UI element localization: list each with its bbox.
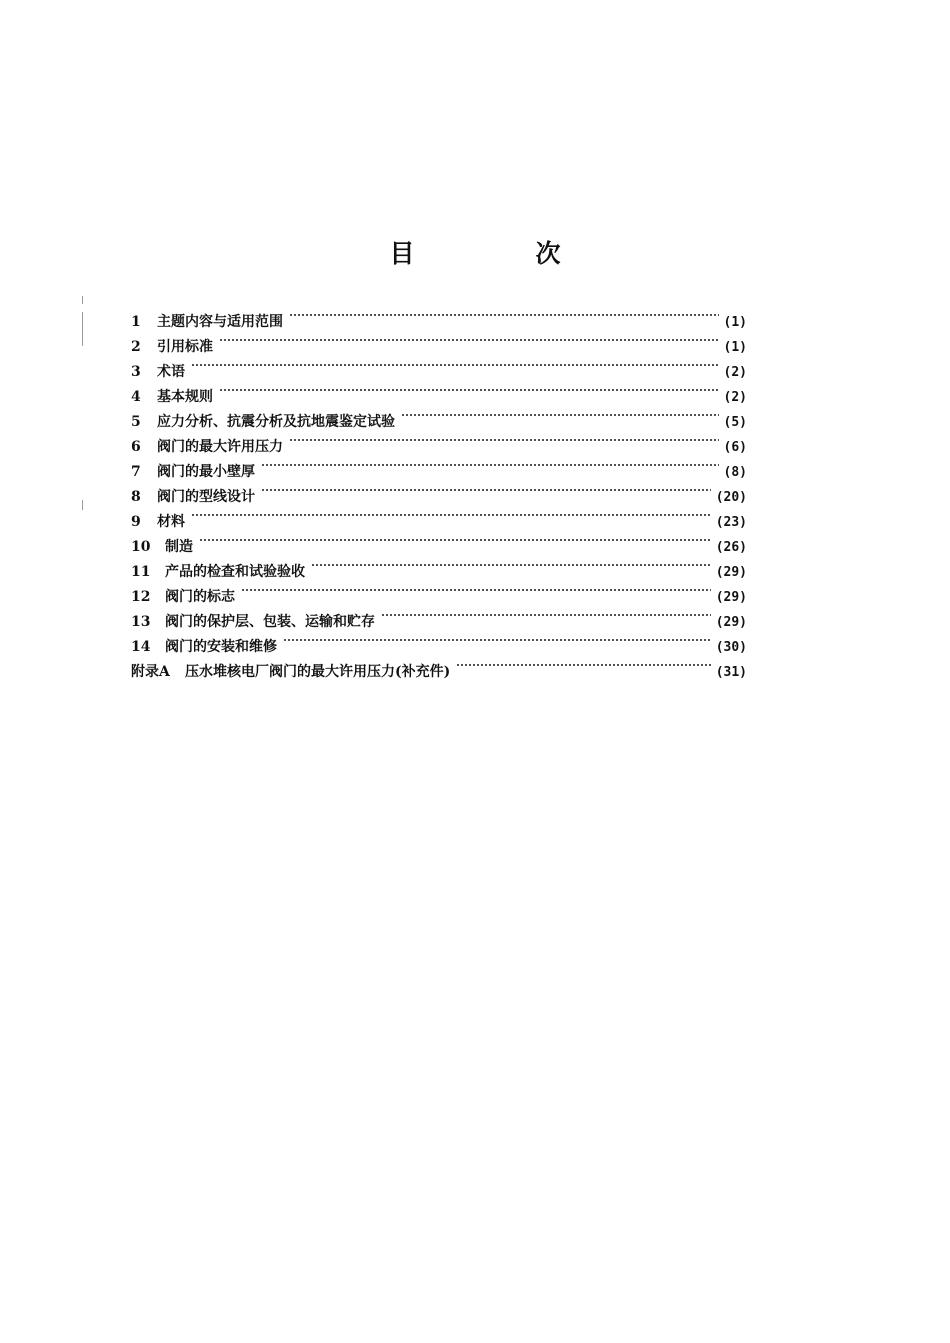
toc-entry-page: (6) <box>723 440 747 455</box>
toc-entry-10[interactable] <box>131 526 747 555</box>
toc-entry-number: 7 <box>131 464 141 480</box>
table-of-contents <box>131 301 747 680</box>
toc-entry-page: (1) <box>723 315 747 330</box>
toc-entry-title: 阀门的安装和维修 <box>165 639 277 655</box>
toc-entry-title: 产品的检查和试验验收 <box>165 564 305 580</box>
toc-entry-title: 引用标准 <box>157 339 213 355</box>
toc-leader-dots <box>261 451 719 476</box>
toc-entry-page: (29) <box>715 615 747 630</box>
page-title: 目 次 <box>389 239 609 268</box>
toc-leader-dots <box>261 476 711 501</box>
toc-entry-page: (29) <box>715 590 747 605</box>
toc-entry-page: (31) <box>715 665 747 680</box>
toc-entry-9[interactable] <box>131 501 747 530</box>
margin-mark <box>82 296 83 304</box>
toc-entry-3[interactable] <box>131 351 747 380</box>
toc-leader-dots <box>219 376 719 401</box>
toc-entry-page: (23) <box>715 515 747 530</box>
toc-entry-title: 制造 <box>165 539 193 555</box>
toc-leader-dots <box>199 526 711 551</box>
toc-leader-dots <box>401 401 719 426</box>
toc-entry-title: 阀门的最大许用压力 <box>157 439 283 455</box>
toc-entry-4[interactable] <box>131 376 747 405</box>
toc-entry-number: 4 <box>131 389 141 405</box>
toc-entry-title: 阀门的保护层、包装、运输和贮存 <box>165 614 375 630</box>
toc-leader-dots <box>381 601 711 626</box>
toc-entry-page: (29) <box>715 565 747 580</box>
toc-entry-page: (2) <box>723 365 747 380</box>
toc-entry-number: 11 <box>131 564 151 580</box>
toc-leader-dots <box>241 576 711 601</box>
toc-entry-title: 主题内容与适用范围 <box>157 314 283 330</box>
toc-entry-page: (8) <box>723 465 747 480</box>
toc-entry-number: 6 <box>131 439 141 455</box>
toc-leader-dots <box>191 351 719 376</box>
toc-entry-page: (26) <box>715 540 747 555</box>
toc-entry-number: 1 <box>131 314 141 330</box>
toc-leader-dots <box>289 301 719 326</box>
margin-mark <box>82 312 83 346</box>
toc-entry-number: 12 <box>131 589 151 605</box>
toc-leader-dots <box>191 501 711 526</box>
toc-entry-page: (20) <box>715 490 747 505</box>
toc-leader-dots <box>283 626 711 651</box>
toc-entry-page: (5) <box>723 415 747 430</box>
toc-entry-title: 应力分析、抗震分析及抗地震鉴定试验 <box>157 414 395 430</box>
toc-entry-number: 5 <box>131 414 141 430</box>
toc-entry-number: 8 <box>131 489 141 505</box>
toc-leader-dots <box>289 426 719 451</box>
toc-entry-title: 术语 <box>157 364 185 380</box>
toc-leader-dots <box>219 326 719 351</box>
toc-entry-title: 基本规则 <box>157 389 213 405</box>
toc-entry-title: 阀门的最小壁厚 <box>157 464 255 480</box>
toc-entry-title: 阀门的标志 <box>165 589 235 605</box>
toc-entry-page: (2) <box>723 390 747 405</box>
toc-entry-2[interactable] <box>131 326 747 355</box>
toc-entry-11[interactable] <box>131 551 747 580</box>
toc-entry-1[interactable] <box>131 301 747 330</box>
toc-entry-title: 压水堆核电厂阀门的最大许用压力(补充件) <box>185 664 451 680</box>
toc-entry-number: 10 <box>131 539 151 555</box>
toc-entry-number: 3 <box>131 364 141 380</box>
toc-entry-page: (1) <box>723 340 747 355</box>
toc-entry-number: 附录A <box>131 664 170 680</box>
toc-entry-page: (30) <box>715 640 747 655</box>
margin-mark <box>82 500 83 510</box>
toc-entry-number: 2 <box>131 339 141 355</box>
toc-entry-5[interactable] <box>131 401 747 430</box>
toc-entry-number: 13 <box>131 614 151 630</box>
toc-leader-dots <box>456 651 710 676</box>
toc-entry-number: 14 <box>131 639 151 655</box>
toc-entry-title: 材料 <box>157 514 185 530</box>
toc-leader-dots <box>311 551 711 576</box>
toc-entry-number: 9 <box>131 514 141 530</box>
toc-entry-title: 阀门的型线设计 <box>157 489 255 505</box>
